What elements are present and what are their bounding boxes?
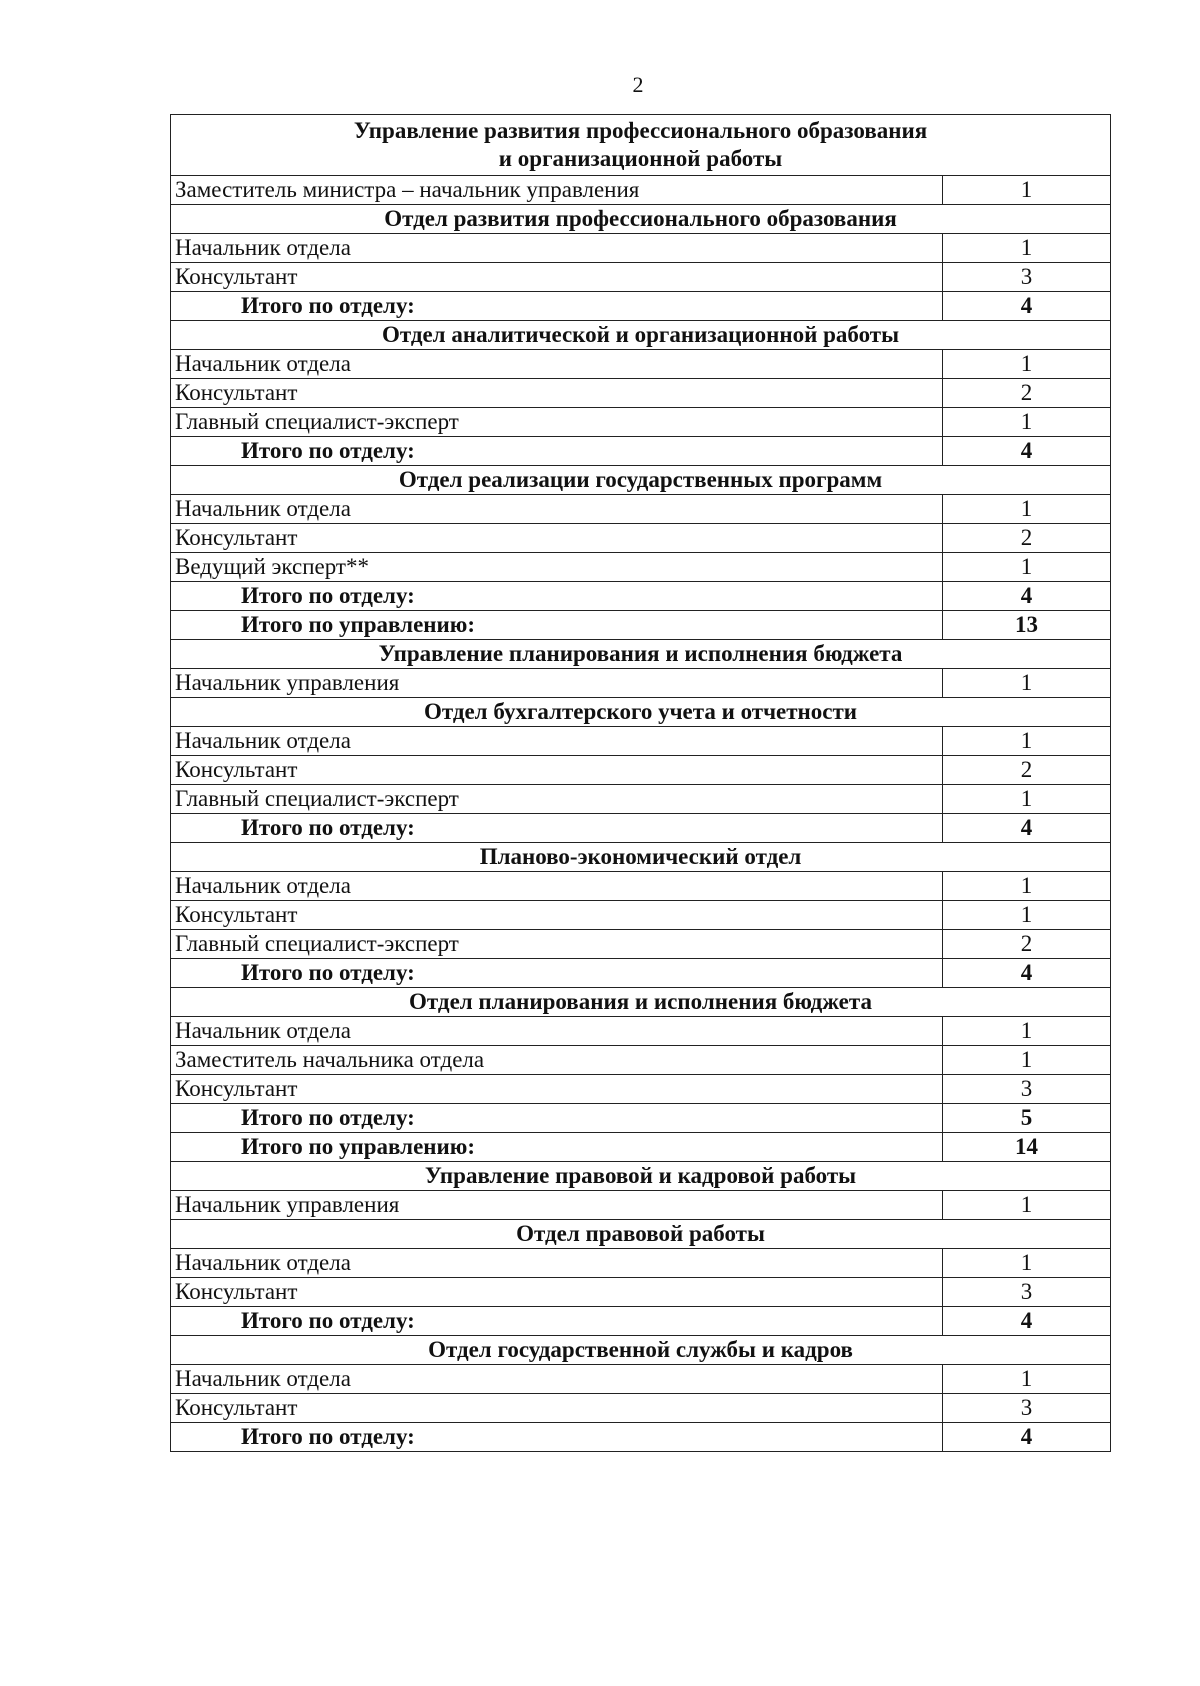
section-header: Отдел аналитической и организационной работы bbox=[171, 321, 1111, 350]
position-name: Заместитель начальника отдела bbox=[171, 1046, 943, 1075]
total-count: 4 bbox=[943, 1307, 1111, 1336]
total-count: 4 bbox=[943, 582, 1111, 611]
position-count: 1 bbox=[943, 1046, 1111, 1075]
position-row bbox=[171, 872, 1111, 901]
position-count: 1 bbox=[943, 1365, 1111, 1394]
section-header: Отдел правовой работы bbox=[171, 1220, 1111, 1249]
position-name: Начальник отдела bbox=[171, 350, 943, 379]
position-name: Начальник управления bbox=[171, 669, 943, 698]
position-row bbox=[171, 234, 1111, 263]
position-row bbox=[171, 669, 1111, 698]
section-header-row bbox=[171, 1162, 1111, 1191]
staffing-table bbox=[170, 114, 1111, 1452]
position-name: Начальник отдела bbox=[171, 234, 943, 263]
section-header: Планово-экономический отдел bbox=[171, 843, 1111, 872]
position-count: 1 bbox=[943, 1017, 1111, 1046]
position-count: 2 bbox=[943, 756, 1111, 785]
position-name: Консультант bbox=[171, 263, 943, 292]
section-header: Управление развития профессионального образования и организационной работы bbox=[171, 115, 1111, 176]
total-count: 14 bbox=[943, 1133, 1111, 1162]
section-header: Отдел планирования и исполнения бюджета bbox=[171, 988, 1111, 1017]
total-count: 13 bbox=[943, 611, 1111, 640]
position-count: 2 bbox=[943, 379, 1111, 408]
position-name: Консультант bbox=[171, 1278, 943, 1307]
position-name: Консультант bbox=[171, 1075, 943, 1104]
total-row bbox=[171, 814, 1111, 843]
position-count: 1 bbox=[943, 408, 1111, 437]
position-row bbox=[171, 1075, 1111, 1104]
total-label: Итого по отделу: bbox=[171, 1423, 943, 1452]
position-count: 1 bbox=[943, 350, 1111, 379]
total-label: Итого по управлению: bbox=[171, 611, 943, 640]
staffing-table-body bbox=[171, 115, 1111, 1452]
position-row bbox=[171, 901, 1111, 930]
position-name: Главный специалист-эксперт bbox=[171, 930, 943, 959]
total-label: Итого по отделу: bbox=[171, 582, 943, 611]
position-name: Начальник отдела bbox=[171, 495, 943, 524]
position-count: 1 bbox=[943, 872, 1111, 901]
position-row bbox=[171, 1191, 1111, 1220]
position-count: 3 bbox=[943, 1075, 1111, 1104]
position-row bbox=[171, 495, 1111, 524]
position-count: 1 bbox=[943, 495, 1111, 524]
section-header-row bbox=[171, 1336, 1111, 1365]
section-header-row bbox=[171, 205, 1111, 234]
position-row bbox=[171, 1394, 1111, 1423]
section-header: Отдел государственной службы и кадров bbox=[171, 1336, 1111, 1365]
position-name: Консультант bbox=[171, 756, 943, 785]
position-name: Главный специалист-эксперт bbox=[171, 408, 943, 437]
position-row bbox=[171, 408, 1111, 437]
position-row bbox=[171, 1278, 1111, 1307]
position-name: Консультант bbox=[171, 901, 943, 930]
total-row bbox=[171, 1133, 1111, 1162]
position-count: 3 bbox=[943, 1394, 1111, 1423]
section-header: Управление правовой и кадровой работы bbox=[171, 1162, 1111, 1191]
position-row bbox=[171, 756, 1111, 785]
position-count: 1 bbox=[943, 785, 1111, 814]
position-row bbox=[171, 379, 1111, 408]
position-row bbox=[171, 1017, 1111, 1046]
total-label: Итого по отделу: bbox=[171, 814, 943, 843]
total-label: Итого по отделу: bbox=[171, 1307, 943, 1336]
section-header-row bbox=[171, 843, 1111, 872]
section-header-row bbox=[171, 640, 1111, 669]
total-label: Итого по отделу: bbox=[171, 292, 943, 321]
position-row bbox=[171, 553, 1111, 582]
position-count: 1 bbox=[943, 901, 1111, 930]
position-count: 1 bbox=[943, 727, 1111, 756]
position-name: Начальник управления bbox=[171, 1191, 943, 1220]
total-row bbox=[171, 582, 1111, 611]
position-count: 3 bbox=[943, 1278, 1111, 1307]
position-name: Заместитель министра – начальник управления bbox=[171, 176, 943, 205]
position-row bbox=[171, 524, 1111, 553]
position-count: 1 bbox=[943, 234, 1111, 263]
position-row bbox=[171, 1046, 1111, 1075]
position-count: 1 bbox=[943, 1249, 1111, 1278]
total-label: Итого по отделу: bbox=[171, 1104, 943, 1133]
position-row bbox=[171, 1365, 1111, 1394]
position-name: Начальник отдела bbox=[171, 727, 943, 756]
position-count: 1 bbox=[943, 669, 1111, 698]
position-row bbox=[171, 263, 1111, 292]
position-name: Начальник отдела bbox=[171, 1017, 943, 1046]
total-row bbox=[171, 1104, 1111, 1133]
position-row bbox=[171, 930, 1111, 959]
total-count: 4 bbox=[943, 959, 1111, 988]
position-count: 2 bbox=[943, 930, 1111, 959]
section-header-row bbox=[171, 466, 1111, 495]
total-row bbox=[171, 1307, 1111, 1336]
total-row bbox=[171, 437, 1111, 466]
total-row bbox=[171, 1423, 1111, 1452]
section-header: Отдел реализации государственных программ bbox=[171, 466, 1111, 495]
total-count: 4 bbox=[943, 814, 1111, 843]
position-count: 1 bbox=[943, 1191, 1111, 1220]
total-count: 4 bbox=[943, 1423, 1111, 1452]
position-count: 3 bbox=[943, 263, 1111, 292]
section-header-row bbox=[171, 1220, 1111, 1249]
page-number: 2 bbox=[632, 72, 644, 97]
total-label: Итого по отделу: bbox=[171, 437, 943, 466]
position-name: Консультант bbox=[171, 1394, 943, 1423]
position-row bbox=[171, 727, 1111, 756]
section-header-row bbox=[171, 988, 1111, 1017]
total-count: 5 bbox=[943, 1104, 1111, 1133]
position-count: 1 bbox=[943, 176, 1111, 205]
total-count: 4 bbox=[943, 292, 1111, 321]
position-row bbox=[171, 785, 1111, 814]
position-name: Начальник отдела bbox=[171, 1365, 943, 1394]
position-row bbox=[171, 1249, 1111, 1278]
position-name: Консультант bbox=[171, 379, 943, 408]
position-name: Главный специалист-эксперт bbox=[171, 785, 943, 814]
position-count: 2 bbox=[943, 524, 1111, 553]
total-label: Итого по отделу: bbox=[171, 959, 943, 988]
position-name: Начальник отдела bbox=[171, 872, 943, 901]
section-header-row bbox=[171, 321, 1111, 350]
section-header: Управление планирования и исполнения бюджета bbox=[171, 640, 1111, 669]
position-row bbox=[171, 350, 1111, 379]
section-header: Отдел бухгалтерского учета и отчетности bbox=[171, 698, 1111, 727]
total-count: 4 bbox=[943, 437, 1111, 466]
total-row bbox=[171, 292, 1111, 321]
position-name: Начальник отдела bbox=[171, 1249, 943, 1278]
section-header-row bbox=[171, 115, 1111, 176]
total-row bbox=[171, 959, 1111, 988]
position-name: Консультант bbox=[171, 524, 943, 553]
total-label: Итого по управлению: bbox=[171, 1133, 943, 1162]
position-row bbox=[171, 176, 1111, 205]
position-count: 1 bbox=[943, 553, 1111, 582]
total-row bbox=[171, 611, 1111, 640]
section-header-row bbox=[171, 698, 1111, 727]
position-name: Ведущий эксперт** bbox=[171, 553, 943, 582]
section-header: Отдел развития профессионального образования bbox=[171, 205, 1111, 234]
